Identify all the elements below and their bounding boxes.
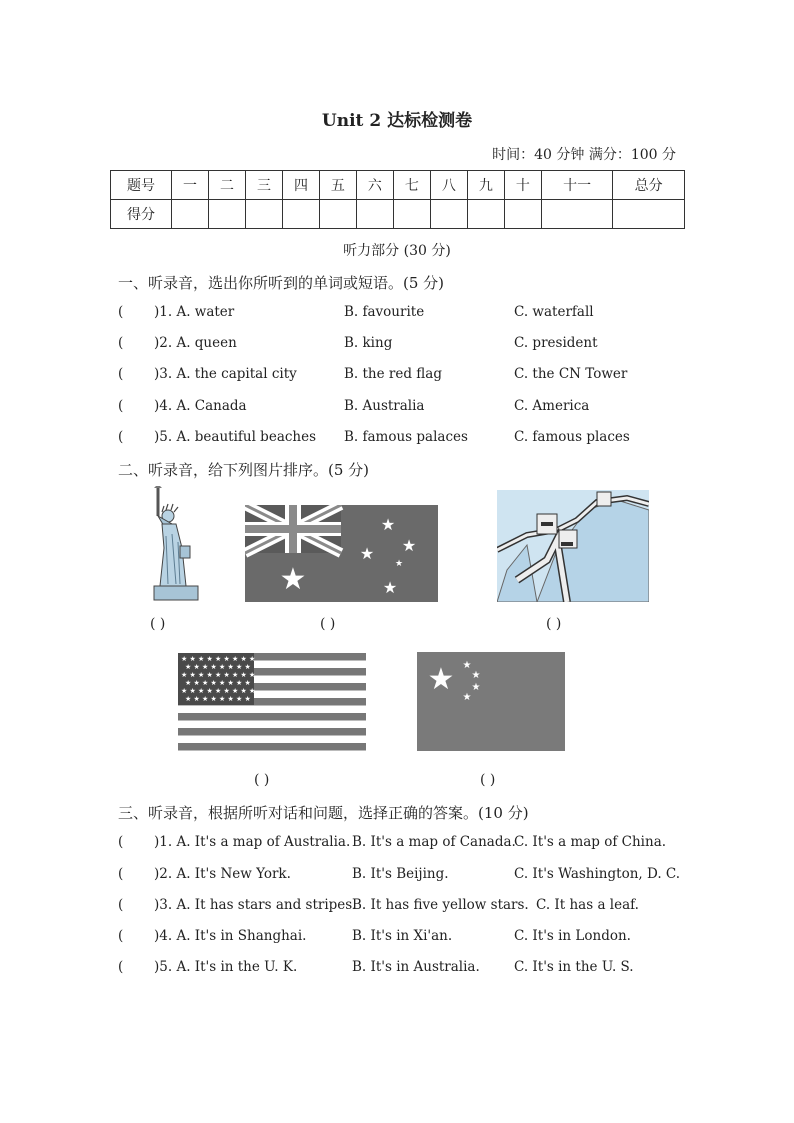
answer-paren[interactable]: ( — [118, 834, 124, 850]
answer-paren[interactable]: ( — [118, 928, 124, 944]
answer-paren[interactable]: ( — [118, 366, 124, 382]
question-option-a: )2. A. queen — [154, 335, 237, 351]
score-row-label: 得分 — [111, 200, 172, 229]
question-option-c: C. It has a leaf. — [536, 897, 639, 913]
question-option-c: C. It's Washington, D. C. — [514, 866, 681, 882]
question-row — [118, 398, 698, 420]
score-cell[interactable] — [282, 200, 319, 229]
score-header-cell: 十一 — [541, 171, 613, 200]
score-header-cell: 题号 — [111, 171, 172, 200]
question-option-c: C. famous places — [514, 429, 630, 445]
question-row — [118, 834, 698, 856]
question-option-a: )3. A. the capital city — [154, 366, 297, 382]
svg-text:★: ★ — [380, 515, 396, 534]
question-option-a: )2. A. It's New York. — [154, 866, 291, 882]
question-row — [118, 928, 698, 950]
svg-text:★ ★ ★ ★ ★ ★ ★ ★: ★ ★ ★ ★ ★ ★ ★ ★ — [185, 679, 251, 687]
answer-paren[interactable]: ( — [118, 398, 124, 414]
question-option-c: C. It's in London. — [514, 928, 631, 944]
svg-text:★ ★ ★ ★ ★ ★ ★ ★ ★: ★ ★ ★ ★ ★ ★ ★ ★ ★ — [181, 655, 256, 663]
svg-text:★ ★ ★ ★ ★ ★ ★ ★: ★ ★ ★ ★ ★ ★ ★ ★ — [185, 695, 251, 703]
score-header-cell: 九 — [467, 171, 504, 200]
score-table-header-row — [111, 171, 685, 200]
statue-of-liberty-image — [146, 486, 202, 604]
svg-text:★: ★ — [279, 562, 307, 597]
question-option-c: C. It's a map of China. — [514, 834, 667, 850]
answer-paren[interactable]: ( — [118, 429, 124, 445]
score-cell[interactable] — [319, 200, 356, 229]
china-flag-image — [417, 652, 565, 751]
score-header-cell: 十 — [504, 171, 541, 200]
question-option-b: B. favourite — [344, 304, 425, 320]
section1-title: 一、听录音，选出你所听到的单词或短语。(5 分) — [118, 274, 445, 292]
svg-text:★: ★ — [401, 536, 417, 555]
svg-text:★: ★ — [359, 544, 375, 563]
score-cell[interactable] — [245, 200, 282, 229]
question-row — [118, 897, 698, 919]
score-header-cell: 四 — [282, 171, 319, 200]
answer-paren[interactable]: ( ) — [150, 616, 166, 632]
svg-text:★: ★ — [382, 578, 398, 597]
score-header-cell: 七 — [393, 171, 430, 200]
question-row — [118, 366, 698, 388]
svg-text:★ ★ ★ ★ ★ ★ ★ ★ ★: ★ ★ ★ ★ ★ ★ ★ ★ ★ — [181, 687, 256, 695]
question-option-b: B. It's a map of Canada. — [352, 834, 516, 850]
score-header-cell: 总分 — [613, 171, 685, 200]
score-cell[interactable] — [430, 200, 467, 229]
great-wall-image — [497, 490, 649, 602]
question-option-b: B. It has five yellow stars. — [352, 897, 529, 913]
question-option-b: B. Australia — [344, 398, 425, 414]
score-cell[interactable] — [541, 200, 613, 229]
score-cell[interactable] — [504, 200, 541, 229]
usa-flag-image — [178, 653, 366, 751]
question-option-c: C. the CN Tower — [514, 366, 628, 382]
question-option-c: C. president — [514, 335, 598, 351]
question-option-a: )4. A. It's in Shanghai. — [154, 928, 307, 944]
question-row — [118, 429, 698, 451]
answer-paren[interactable]: ( ) — [254, 772, 270, 788]
svg-text:★: ★ — [394, 559, 404, 569]
score-table — [110, 170, 685, 229]
question-option-b: B. It's Beijing. — [352, 866, 449, 882]
question-row — [118, 866, 698, 888]
score-cell[interactable] — [393, 200, 430, 229]
question-option-b: B. It's in Xi'an. — [352, 928, 453, 944]
svg-text:★ ★ ★ ★ ★ ★ ★ ★ ★: ★ ★ ★ ★ ★ ★ ★ ★ ★ — [181, 671, 256, 679]
answer-paren[interactable]: ( — [118, 335, 124, 351]
question-option-b: B. the red flag — [344, 366, 442, 382]
question-option-c: C. America — [514, 398, 590, 414]
question-option-a: )1. A. It's a map of Australia. — [154, 834, 351, 850]
score-header-cell: 三 — [245, 171, 282, 200]
question-option-a: )1. A. water — [154, 304, 235, 320]
answer-paren[interactable]: ( — [118, 866, 124, 882]
question-option-a: )5. A. It's in the U. K. — [154, 959, 298, 975]
svg-text:★: ★ — [462, 660, 472, 671]
answer-paren[interactable]: ( ) — [546, 616, 562, 632]
question-option-b: B. king — [344, 335, 393, 351]
question-option-a: )5. A. beautiful beaches — [154, 429, 317, 445]
score-table-score-row — [111, 200, 685, 229]
exam-meta: 时间：40 分钟 满分：100 分 — [492, 147, 676, 163]
score-cell[interactable] — [613, 200, 685, 229]
answer-paren[interactable]: ( ) — [480, 772, 496, 788]
score-header-cell: 二 — [208, 171, 245, 200]
score-header-cell: 五 — [319, 171, 356, 200]
question-option-b: B. It's in Australia. — [352, 959, 480, 975]
section2-title: 二、听录音，给下列图片排序。(5 分) — [118, 461, 370, 479]
svg-text:★: ★ — [462, 692, 472, 703]
score-header-cell: 一 — [172, 171, 209, 200]
svg-text:★: ★ — [471, 670, 481, 681]
score-cell[interactable] — [208, 200, 245, 229]
question-option-c: C. It's in the U. S. — [514, 959, 634, 975]
score-cell[interactable] — [467, 200, 504, 229]
listening-part-title: 听力部分 (30 分) — [343, 243, 451, 259]
page-title: Unit 2 达标检测卷 — [321, 111, 473, 131]
question-option-a: )3. A. It has stars and stripes. — [154, 897, 357, 913]
svg-text:★: ★ — [471, 682, 481, 693]
svg-text:★ ★ ★ ★ ★ ★ ★ ★: ★ ★ ★ ★ ★ ★ ★ ★ — [185, 663, 251, 671]
question-row — [118, 335, 698, 357]
score-cell[interactable] — [172, 200, 209, 229]
answer-paren[interactable]: ( — [118, 959, 124, 975]
question-row — [118, 959, 698, 981]
svg-text:★: ★ — [427, 662, 455, 697]
question-option-b: B. famous palaces — [344, 429, 468, 445]
answer-paren[interactable]: ( ) — [320, 616, 336, 632]
question-row — [118, 304, 698, 326]
section3-title: 三、听录音，根据所听对话和问题，选择正确的答案。(10 分) — [118, 804, 529, 822]
score-header-cell: 八 — [430, 171, 467, 200]
answer-paren[interactable]: ( — [118, 304, 124, 320]
question-option-a: )4. A. Canada — [154, 398, 247, 414]
question-option-c: C. waterfall — [514, 304, 594, 320]
score-header-cell: 六 — [356, 171, 393, 200]
answer-paren[interactable]: ( — [118, 897, 124, 913]
australia-flag-image — [245, 505, 438, 602]
score-cell[interactable] — [356, 200, 393, 229]
